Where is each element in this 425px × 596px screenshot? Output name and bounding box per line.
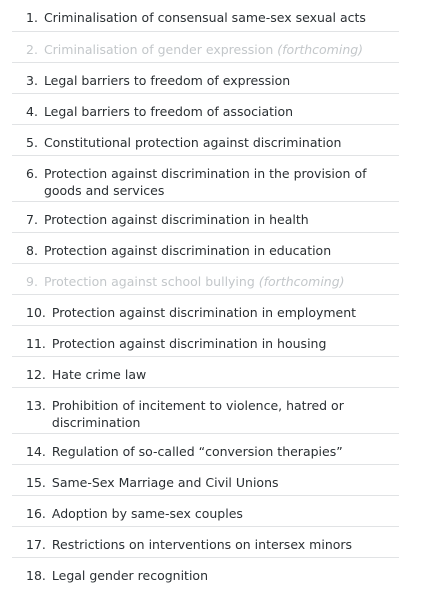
item-number: 8.	[26, 243, 38, 258]
item-number: 7.	[26, 212, 38, 227]
list-item-goods-and-services[interactable]	[12, 156, 399, 202]
item-number: 14.	[26, 444, 46, 459]
item-number: 17.	[26, 537, 46, 552]
item-label: Protection against discrimination in employment	[51, 305, 357, 320]
list-item-housing[interactable]	[12, 326, 399, 357]
item-label: Legal barriers to freedom of expression	[43, 73, 291, 88]
list-item-legal-gender-recognition[interactable]	[12, 558, 399, 589]
item-label: Protection against discrimination in the provision of goods and services	[43, 166, 367, 198]
item-label: Constitutional protection against discrimination	[43, 135, 342, 150]
item-label: Protection against discrimination in health	[43, 212, 309, 227]
item-label: Protection against discrimination in housing	[51, 336, 327, 351]
item-number: 15.	[26, 475, 46, 490]
forthcoming-note: (forthcoming)	[258, 274, 345, 289]
item-number: 5.	[26, 135, 38, 150]
list-item-conversion-therapies[interactable]	[12, 434, 399, 465]
item-label: Criminalisation of gender expression	[43, 42, 274, 57]
list-item-employment[interactable]	[12, 295, 399, 326]
item-label: Adoption by same-sex couples	[51, 506, 243, 521]
item-number: 2.	[26, 42, 38, 57]
item-number: 13.	[26, 398, 46, 413]
list-item-school-bullying	[12, 264, 399, 295]
list-item-adoption[interactable]	[12, 496, 399, 527]
list-item-health[interactable]	[12, 202, 399, 233]
item-number: 4.	[26, 104, 38, 119]
item-number: 9.	[26, 274, 38, 289]
list-item-criminalisation-same-sex-acts[interactable]	[12, 0, 399, 32]
list-item-criminalisation-gender-expression	[12, 32, 399, 63]
list-item-freedom-of-expression[interactable]	[12, 63, 399, 94]
item-label: Hate crime law	[51, 367, 147, 382]
item-label: Legal gender recognition	[51, 568, 209, 583]
item-number: 18.	[26, 568, 46, 583]
item-number: 3.	[26, 73, 38, 88]
item-label: Regulation of so-called “conversion therapies”	[51, 444, 343, 459]
item-label: Legal barriers to freedom of association	[43, 104, 294, 119]
item-number: 16.	[26, 506, 46, 521]
item-label: Prohibition of incitement to violence, hatred or discrimination	[51, 398, 344, 430]
list-item-hate-crime-law[interactable]	[12, 357, 399, 388]
list-item-intersex-minors[interactable]	[12, 527, 399, 558]
list-item-constitutional-protection[interactable]	[12, 125, 399, 156]
item-label: Criminalisation of consensual same-sex sexual acts	[43, 10, 366, 25]
item-label: Restrictions on interventions on intersex minors	[51, 537, 353, 552]
item-number: 12.	[26, 367, 46, 382]
item-label: Protection against school bullying	[43, 274, 255, 289]
item-label: Protection against discrimination in education	[43, 243, 332, 258]
item-label: Same-Sex Marriage and Civil Unions	[51, 475, 279, 490]
item-number: 6.	[26, 166, 38, 181]
list-item-education[interactable]	[12, 233, 399, 264]
list-item-incitement[interactable]	[12, 388, 399, 434]
item-number: 11.	[26, 336, 46, 351]
item-number: 1.	[26, 10, 38, 25]
forthcoming-note: (forthcoming)	[277, 42, 364, 57]
list-item-marriage-civil-unions[interactable]	[12, 465, 399, 496]
list-item-freedom-of-association[interactable]	[12, 94, 399, 125]
item-number: 10.	[26, 305, 46, 320]
